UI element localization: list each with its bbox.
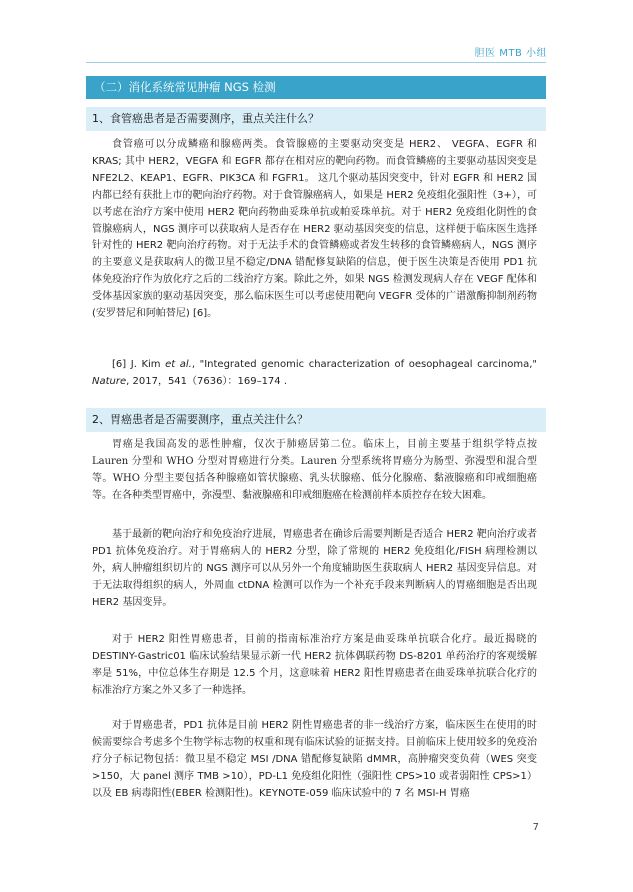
brand-header: 胆医 MTB 小组: [474, 48, 547, 59]
question-heading-1: 1、食管癌患者是否需要测序，重点关注什么？: [86, 107, 546, 131]
gastric-paragraph-3: 对于 HER2 阳性胃癌患者，目前的指南标准治疗方案是曲妥珠单抗联合化疗。最近揭晓的 DESTINY-Gastric01 临床试验结果显示新一代 HER2 抗体偶联药物 DS-8201 单药治疗的客观缓解率是 51%，中位总体生存期是 12.5 个月，这意味着 HER2 阳性胃癌患者在曲妥珠单抗联合化疗的标准治疗方案之外又多了一种选择。: [92, 634, 537, 696]
reference-6: [92, 357, 537, 391]
gastric-paragraph-4: 对于胃癌患者，PD1 抗体是目前 HER2 阴性胃癌患者的非一线治疗方案，临床医生在使用的时候需要综合考虑多个生物学标志物的权重和现有临床试验的证据支持。目前临床上使用较多的免疫治疗分子标记物包括：微卫星不稳定 MSI /DNA 错配修复缺陷 dMMR，高肿瘤突变负荷（WES 突变>150，大 panel 测序 TMB >10），PD-L1 免疫组化阳性（强阳性 CPS>10 或者弱阳性 CPS>1）以及 EB 病毒阳性(EBER 检测阳性)。KEYNOTE-059 临床试验中的 7 名 MSI-H 胃癌: [92, 720, 537, 799]
ref-title: , "Integrated genomic characterization of oesophageal carcinoma,": [191, 359, 538, 370]
header-divider: [86, 62, 546, 63]
ref-prefix: [6] J. Kim: [112, 359, 166, 370]
gastric-paragraph-2: 基于最新的靶向治疗和免疫治疗进展，胃癌患者在确诊后需要判断是否适合 HER2 靶向治疗或者 PD1 抗体免疫治疗。对于胃癌病人的 HER2 分型，除了常规的 HER2 免疫组化/FISH 病理检测以外，病人肿瘤组织切片的 NGS 测序可以从另外一个角度辅助医生获取病人 HER2 基因变异信息。对于无法取得组织的病人，外周血 ctDNA 检测可以作为一个补充手段来判断病人的胃癌细胞是否出现 HER2 基因变异。: [92, 529, 537, 608]
ref-suffix: , 2017，541（7636）：169–174 .: [126, 375, 288, 387]
section-title: （二）消化系统常见肿瘤 NGS 检测: [86, 76, 546, 99]
question-heading-2: 2、胃癌患者是否需要测序，重点关注什么？: [86, 408, 546, 432]
ref-etal: et al.: [165, 359, 192, 370]
page-number: 7: [532, 822, 539, 833]
gastric-paragraph-1: 胃癌是我国高发的恶性肿瘤，仅次于肺癌居第二位。临床上，目前主要基于组织学特点按 Lauren 分型和 WHO 分型对胃癌进行分类。Lauren 分型系统将胃癌分为肠型、弥漫型和混合型等。WHO 分型主要包括各种腺癌如管状腺癌、乳头状腺癌、低分化腺癌、黏液腺癌和印戒细胞癌等。在各种类型胃癌中，弥漫型、黏液腺癌和印戒细胞癌在检测前样本质控存在较大困难。: [92, 439, 537, 501]
esophageal-paragraph: 食管癌可以分成鳞癌和腺癌两类。食管腺癌的主要驱动突变是 HER2、 VEGFA、EGFR 和 KRAS; 其中 HER2，VEGFA 和 EGFR 都存在相对应的靶向药物。而食管鳞癌的主要驱动基因突变是 NFE2L2、KEAP1、EGFR、PIK3CA 和 FGFR1。 这几个驱动基因突变中，针对 EGFR 和 HER2 国内都已经有获批上市的靶向治疗药物。对于食管腺癌病人，如果是 HER2 免疫组化强阳性（3+），可以考虑在治疗方案中使用 HER2 靶向药物曲妥珠单抗或帕妥珠单抗。对于 HER2 免疫组化阴性的食管腺癌病人，NGS 测序可以获取病人是否存在 HER2 驱动基因突变的信息，这样便于临床医生选择针对性的 HER2 靶向治疗药物。对于无法手术的食管鳞癌或者发生转移的食管鳞癌病人，NGS 测序的主要意义是获取病人的微卫星不稳定/DNA 错配修复缺陷的信息，便于医生决策是否使用 PD1 抗体免疫治疗作为放化疗之后的二线治疗方案。除此之外，如果 NGS 检测发现病人存在 VEGF 配体和受体基因家族的驱动基因突变，那么临床医生可以考虑使用靶向 VEGFR 受体的广谱激酶抑制剂药物(安罗替尼和阿帕替尼) [6]。: [92, 139, 537, 320]
ref-journal: Nature: [92, 375, 127, 387]
